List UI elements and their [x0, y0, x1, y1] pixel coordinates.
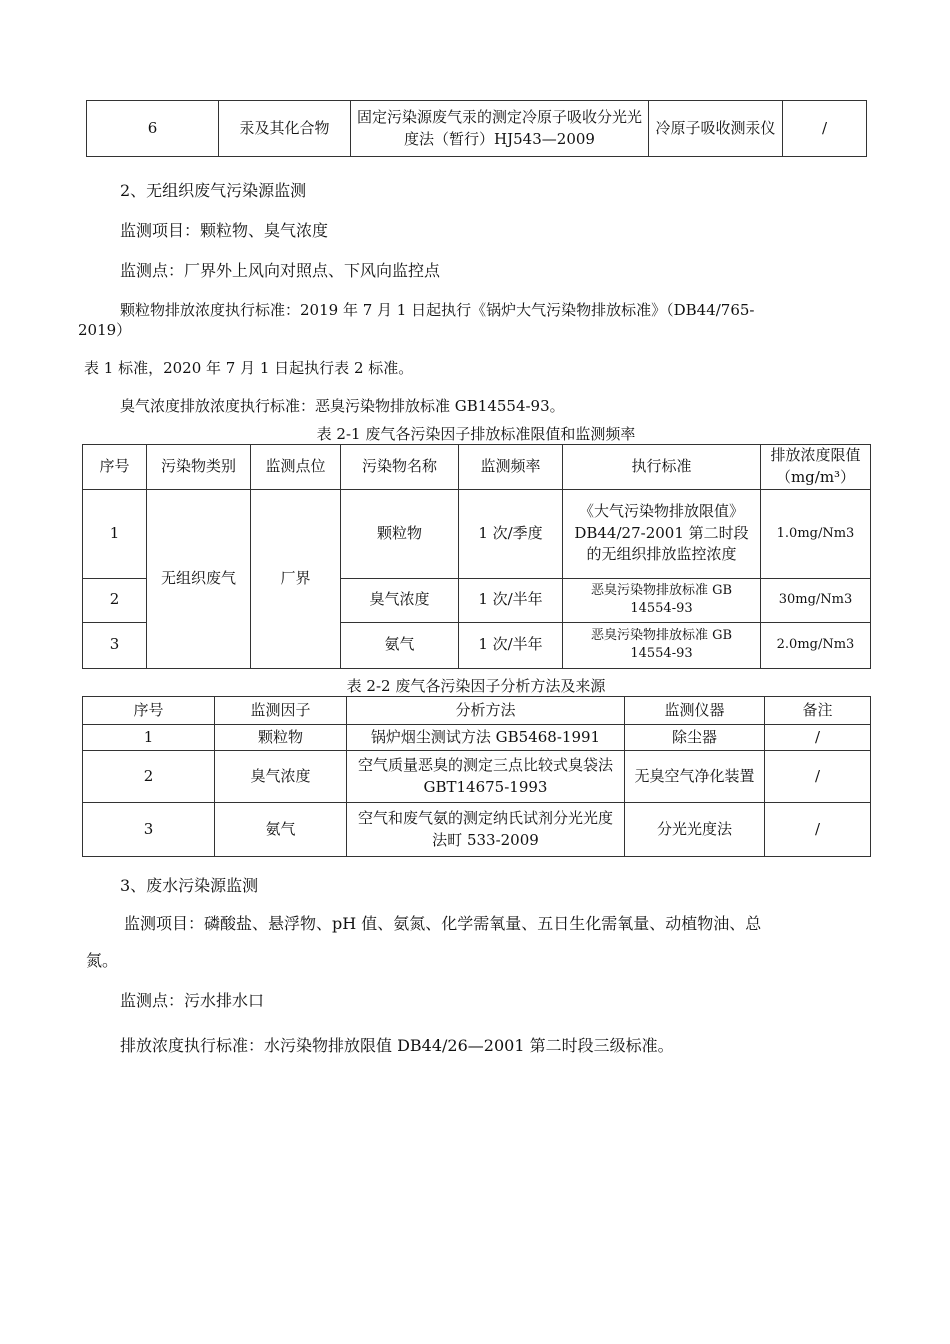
- table-cell: 颗粒物: [215, 725, 347, 751]
- table-cell: 固定污染源废气汞的测定冷原子吸收分光光度法（暂行）HJ543—2009: [351, 101, 649, 157]
- paragraph: 排放浓度执行标准：水污染物排放限值 DB44/26—2001 第二时段三级标准。: [120, 1036, 674, 1055]
- table-cell: 氨气: [341, 622, 459, 668]
- table-row: [83, 725, 871, 751]
- table-row: [83, 751, 871, 803]
- table-row: [83, 803, 871, 857]
- table-cell: 无臭空气净化装置: [625, 751, 765, 803]
- paragraph: 监测项目：磷酸盐、悬浮物、pH 值、氨氮、化学需氧量、五日生化需氧量、动植物油、总: [124, 914, 762, 933]
- table-cell: 1: [83, 489, 147, 578]
- table-cell: 2: [83, 578, 147, 622]
- section-heading: 2、无组织废气污染源监测: [120, 181, 307, 200]
- table-cell: 臭气浓度: [341, 578, 459, 622]
- table-cell: 分光光度法: [625, 803, 765, 857]
- table-2-1: [82, 444, 871, 669]
- table-cell: 3: [83, 622, 147, 668]
- top-table: [86, 100, 867, 157]
- table-cell: 颗粒物: [341, 489, 459, 578]
- table-cell: 1 次/半年: [459, 578, 563, 622]
- header-cell: 监测频率: [459, 445, 563, 490]
- table-cell: 恶臭污染物排放标准 GB 14554-93: [563, 578, 761, 622]
- table-cell: 空气质量恶臭的测定三点比较式臭袋法 GBT14675-1993: [347, 751, 625, 803]
- header-cell: 污染物名称: [341, 445, 459, 490]
- header-cell: 污染物类别: [147, 445, 251, 490]
- table-cell: /: [765, 751, 871, 803]
- table-cell: 氨气: [215, 803, 347, 857]
- table-cell: /: [765, 725, 871, 751]
- table-cell: 《大气污染物排放限值》DB44/27-2001 第二时段的无组织排放监控浓度: [563, 489, 761, 578]
- table-2-2: [82, 696, 871, 857]
- paragraph: 2019）: [78, 321, 132, 339]
- paragraph: 表 1 标准，2020 年 7 月 1 日起执行表 2 标准。: [84, 359, 414, 377]
- header-cell: 分析方法: [347, 697, 625, 725]
- header-cell: 序号: [83, 445, 147, 490]
- table-cell: 1 次/半年: [459, 622, 563, 668]
- header-cell: 序号: [83, 697, 215, 725]
- header-cell: 备注: [765, 697, 871, 725]
- table-cell: /: [783, 101, 867, 157]
- paragraph: 氮。: [86, 951, 119, 970]
- table-cell: 6: [87, 101, 219, 157]
- table-cell: 恶臭污染物排放标准 GB 14554-93: [563, 622, 761, 668]
- table-cell: 汞及其化合物: [219, 101, 351, 157]
- table-cell: 冷原子吸收测汞仪: [649, 101, 783, 157]
- header-cell: 监测因子: [215, 697, 347, 725]
- table-cell: 无组织废气: [147, 489, 251, 668]
- table-cell: 1: [83, 725, 215, 751]
- header-cell: 排放浓度限值（mg/m³）: [761, 445, 871, 490]
- table-cell: 空气和废气氨的测定纳氏试剂分光光度法町 533-2009: [347, 803, 625, 857]
- paragraph: 颗粒物排放浓度执行标准：2019 年 7 月 1 日起执行《锅炉大气污染物排放标准》（DB44/765-: [120, 301, 755, 319]
- table-row: [87, 101, 867, 157]
- table-cell: 1 次/季度: [459, 489, 563, 578]
- section-heading: 3、废水污染源监测: [120, 876, 259, 895]
- header-cell: 监测仪器: [625, 697, 765, 725]
- table-cell: 除尘器: [625, 725, 765, 751]
- table-caption: 表 2-2 废气各污染因子分析方法及来源: [346, 677, 606, 695]
- paragraph: 监测点：厂界外上风向对照点、下风向监控点: [120, 261, 441, 280]
- table-cell: 2.0mg/Nm3: [761, 622, 871, 668]
- table-header-row: [83, 697, 871, 725]
- table-cell: 2: [83, 751, 215, 803]
- table-caption: 表 2-1 废气各污染因子排放标准限值和监测频率: [316, 425, 636, 443]
- header-cell: 监测点位: [251, 445, 341, 490]
- table-cell: 3: [83, 803, 215, 857]
- table-cell: 锅炉烟尘测试方法 GB5468-1991: [347, 725, 625, 751]
- paragraph: 监测点：污水排水口: [120, 991, 265, 1010]
- table-cell: 30mg/Nm3: [761, 578, 871, 622]
- table-cell: /: [765, 803, 871, 857]
- header-cell: 执行标准: [563, 445, 761, 490]
- table-row: [83, 489, 871, 578]
- paragraph: 监测项目：颗粒物、臭气浓度: [120, 221, 329, 240]
- paragraph: 臭气浓度排放浓度执行标准：恶臭污染物排放标准 GB14554-93。: [120, 397, 565, 415]
- table-cell: 厂界: [251, 489, 341, 668]
- table-cell: 臭气浓度: [215, 751, 347, 803]
- table-header-row: [83, 445, 871, 490]
- table-cell: 1.0mg/Nm3: [761, 489, 871, 578]
